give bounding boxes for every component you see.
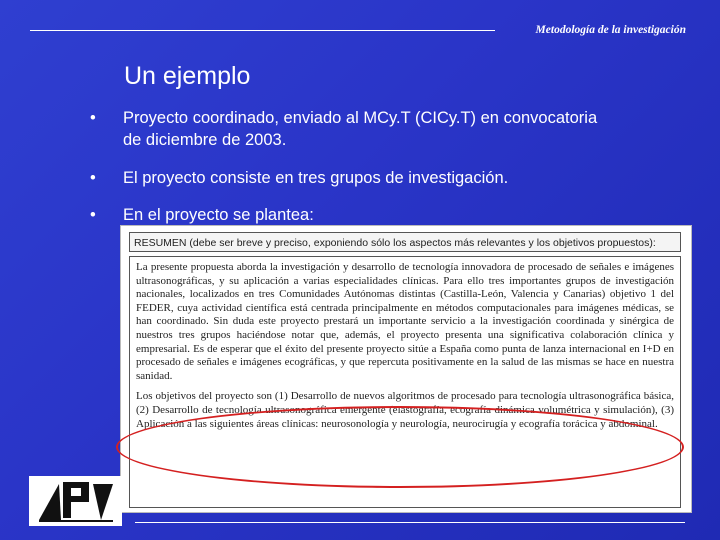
header-title: Metodología de la investigación bbox=[535, 24, 686, 36]
resumen-paragraph-1: La presente propuesta aborda la investigación y desarrollo de tecnología innovadora de procesado de señales e imágenes ultrasonográficas, y su aplicación a varias especialidades clínicas. Para ello tres importantes grupos de investigación nacionales, localizados en tres Comunidades Autónomas distintas (Castilla-León, Valencia y Canarias) objetivo 1 del FEDER, cuya actividad científica está centrada principalmente en métodos computacionales para imágenes médicas, se han coordinado. Sin duda este proyecto prestará un importante servicio a la investigación coordinada y sinérgica de nuestros tres grupos haciéndose notar que, además, el proyecto presenta una significativa colaboración clínica y empresarial. Es de esperar que el éxito del presente proyecto sitúe a España como punta de lanza internacional en I+D en procesado de señales e imágenes ecográficas, y que repercuta positivamente en la salud de las mismas se hace en nuestra sanidad. bbox=[136, 261, 674, 382]
lpi-logo bbox=[29, 476, 122, 526]
bullet-marker: • bbox=[90, 206, 96, 224]
header-rule bbox=[30, 30, 495, 31]
lpi-logo-icon bbox=[29, 476, 122, 526]
highlight-ellipse bbox=[116, 406, 684, 488]
bullet-marker: • bbox=[90, 109, 96, 127]
bullet-text: En el proyecto se plantea: bbox=[123, 206, 314, 224]
resumen-paragraph-2: Los objetivos del proyecto son (1) Desarrollo de nuevos algoritmos de procesado para tecnología ultrasonográfica básica, (2) Desarrollo de tecnología ultrasonográfica emergente (elastografía, ecografía dinámica volumétrica y simulación), (3) Aplicación a las siguientes áreas clínicas: neurosonología y neurología, neurocirugía y ecografía torácica y abdominal. bbox=[136, 390, 674, 430]
bullet-text: Proyecto coordinado, enviado al MCy.T (CICy.T) en convocatoria de diciembre de 2003. bbox=[123, 109, 598, 149]
slide-title: Un ejemplo bbox=[124, 62, 251, 90]
bullet-marker: • bbox=[90, 169, 96, 187]
resumen-header: RESUMEN (debe ser breve y preciso, exponiendo sólo los aspectos más relevantes y los objetivos propuestos): bbox=[129, 232, 681, 252]
bullet-text: El proyecto consiste en tres grupos de investigación. bbox=[123, 169, 509, 187]
footer-rule bbox=[135, 522, 685, 523]
